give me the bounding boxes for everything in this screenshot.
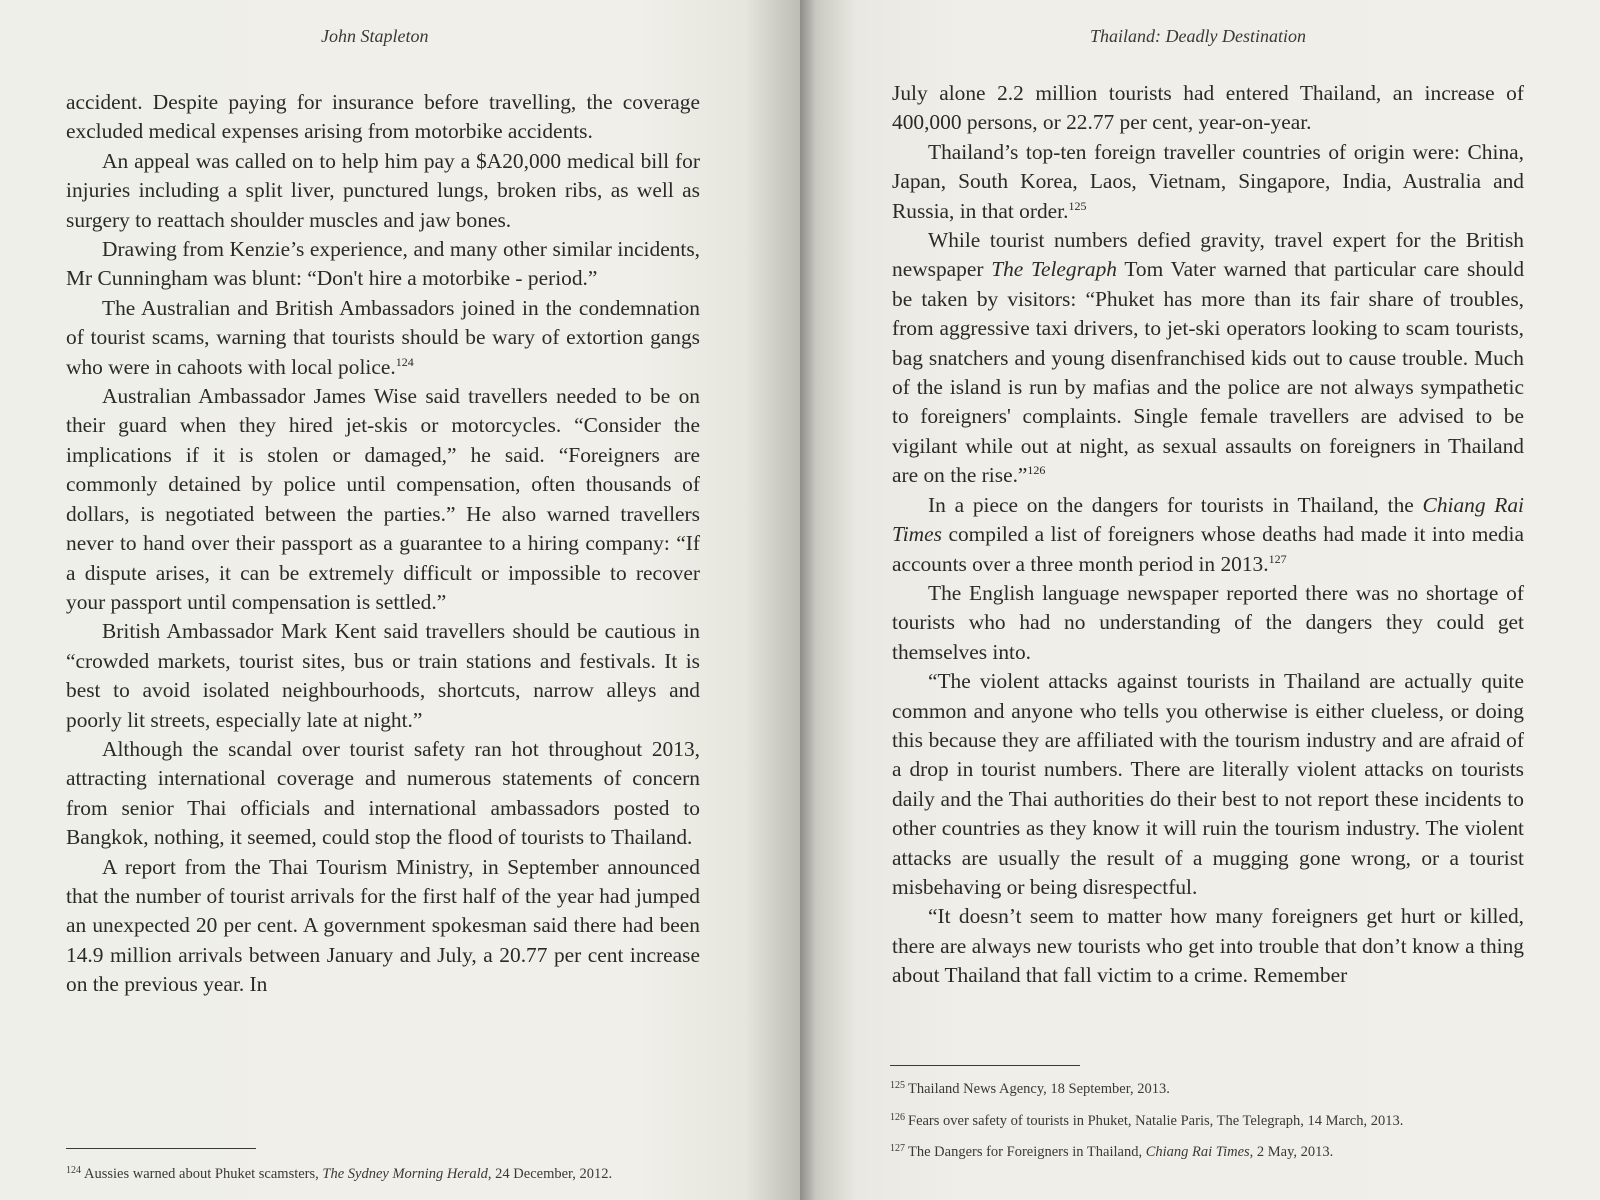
footnote-ref-124[interactable]: 124 — [395, 354, 414, 369]
paragraph: British Ambassador Mark Kent said travellers should be cautious in “crowded markets, tourist sites, bus or train stations and festivals. It is best to avoid isolated neighbourhoods, shortcuts, narrow alleys and poorly lit streets, especially late at night.” — [66, 619, 700, 732]
footnote-125 — [890, 1081, 1530, 1098]
paragraph-text: While tourist numbers defied gravity, travel expert for the British newspaper — [892, 228, 1524, 282]
footnote-text: Aussies warned about Phuket scamsters, — [84, 1166, 323, 1182]
footnote-text: The Dangers for Foreigners in Thailand, — [908, 1144, 1146, 1160]
footnote-number: 127 — [890, 1143, 905, 1154]
paragraph: An appeal was called on to help him pay a $A20,000 medical bill for injuries including a split liver, punctured lungs, broken ribs, as well as surgery to reattach shoulder muscles and jaw bones. — [66, 148, 700, 232]
footnote-text: Thailand News Agency, 18 September, 2013. — [908, 1081, 1170, 1097]
footnote-source-title: The Sydney Morning Herald — [322, 1166, 488, 1182]
footnote-number: 126 — [890, 1111, 905, 1123]
paragraph: The English language newspaper reported there was no shortage of tourists who had no understanding of the dangers they could get themselves into. — [892, 580, 1524, 664]
paragraph-text: Tom Vater warned that particular care should be taken by visitors: “Phuket has more than its fair share of troubles, from aggressive taxi drivers, to jet-ski operators looking to scam tourists, bag snatchers and young disenfranchised kids out to cause trouble. Much of the island is run by mafias and the police are not always sympathetic to foreigners' complaints. Single female travellers are advised to be vigilant while out at night, as sexual assaults on foreigners in Thailand are on the rise.” — [892, 257, 1525, 488]
paragraph-text: In a piece on the dangers for tourists in Thailand, the — [928, 492, 1423, 517]
paragraph — [892, 138, 1524, 226]
paragraph — [892, 491, 1524, 579]
paragraph — [892, 226, 1524, 491]
running-head-author: John Stapleton — [321, 26, 429, 46]
footnote-source-title: Chiang Rai Times — [1145, 1144, 1250, 1160]
paragraph: Drawing from Kenzie’s experience, and many other similar incidents, Mr Cunningham was blunt: “Don't hire a motorbike - period.” — [66, 237, 700, 291]
paragraph-text: compiled a list of foreigners whose deaths had made it into media accounts over a three month period in 2013. — [892, 522, 1524, 576]
footnote-ref-126[interactable]: 126 — [1027, 463, 1046, 478]
paragraph-text: The Australian and British Ambassadors joined in the condemnation of tourist scams, warning that tourists should be wary of extortion gangs who were in cahoots with local police. — [66, 295, 700, 379]
footnote-number: 124 — [66, 1165, 81, 1176]
paragraph — [66, 294, 700, 382]
footnote-number: 125 — [890, 1080, 905, 1091]
paragraph: “The violent attacks against tourists in Thailand are actually quite common and anyone who tells you otherwise is either clueless, or doing this because they are affiliated with the tourism industry and are afraid of a drop in tourist numbers. There are literally violent attacks on tourists daily and the Thai authorities do their best to not report these incidents to other countries as they know it will ruin the tourism industry. The violent attacks are usually the result of a mugging gone wrong, or a tourist misbehaving or being disrespectful. — [892, 669, 1524, 899]
right-footnotes — [890, 1081, 1530, 1176]
right-page-body — [892, 79, 1524, 991]
left-footnotes — [66, 1166, 706, 1198]
footnote-date: , 24 December, 2012. — [487, 1166, 613, 1182]
footnote-rule — [66, 1148, 256, 1149]
publication-title: The Telegraph — [991, 257, 1117, 282]
footnote-text: Fears over safety of tourists in Phuket, Natalie Paris, The Telegraph, 14 March, 2013. — [908, 1112, 1404, 1129]
footnote-ref-125[interactable]: 125 — [1068, 198, 1087, 213]
publication-title: Chiang Rai Times — [892, 492, 1525, 547]
footnote-date: , 2 May, 2013. — [1249, 1144, 1334, 1160]
right-page — [800, 0, 1600, 1200]
paragraph: July alone 2.2 million tourists had entered Thailand, an increase of 400,000 persons, or 22.77 per cent, year-on-year. — [892, 81, 1524, 135]
paragraph: A report from the Thai Tourism Ministry, in September announced that the number of tourist arrivals for the first half of the year had jumped an unexpected 20 per cent. A government spokesman said there had been 14.9 million arrivals between January and July, a 20.77 per cent increase on the previous year. In — [66, 854, 700, 997]
paragraph: Australian Ambassador James Wise said travellers needed to be on their guard when they hired jet-skis or motorcycles. “Consider the implications if it is stolen or damaged,” he said. “Foreigners are commonly detained by police until compensation, often thousands of dollars, is negotiated between the parties.” He also warned travellers never to hand over their passport as a guarantee to a hiring company: “If a dispute arises, it can be extremely difficult or impossible to recover your passport until compensation is settled.” — [66, 384, 700, 614]
footnote-rule — [890, 1065, 1080, 1066]
left-page-body — [66, 88, 700, 1000]
paragraph: accident. Despite paying for insurance before travelling, the coverage excluded medical expenses arising from motorbike accidents. — [66, 90, 700, 144]
paragraph: “It doesn’t seem to matter how many foreigners get hurt or killed, there are always new tourists who get into trouble that don’t know a thing about Thailand that fall victim to a crime. Remember — [892, 904, 1524, 988]
paragraph-text: Thailand’s top-ten foreign traveller countries of origin were: China, Japan, South Korea, Laos, Vietnam, Singapore, India, Australia and Russia, in that order. — [892, 139, 1524, 223]
footnote-ref-127[interactable]: 127 — [1268, 551, 1287, 566]
paragraph: Although the scandal over tourist safety ran hot throughout 2013, attracting international coverage and numerous statements of concern from senior Thai officials and international ambassadors posted to Bangkok, nothing, it seemed, could stop the flood of tourists to Thailand. — [66, 736, 700, 850]
footnote-127 — [890, 1144, 1530, 1161]
footnote-124 — [66, 1166, 706, 1183]
footnote-126 — [890, 1113, 1530, 1130]
running-head-title: Thailand: Deadly Destination — [1090, 26, 1306, 46]
